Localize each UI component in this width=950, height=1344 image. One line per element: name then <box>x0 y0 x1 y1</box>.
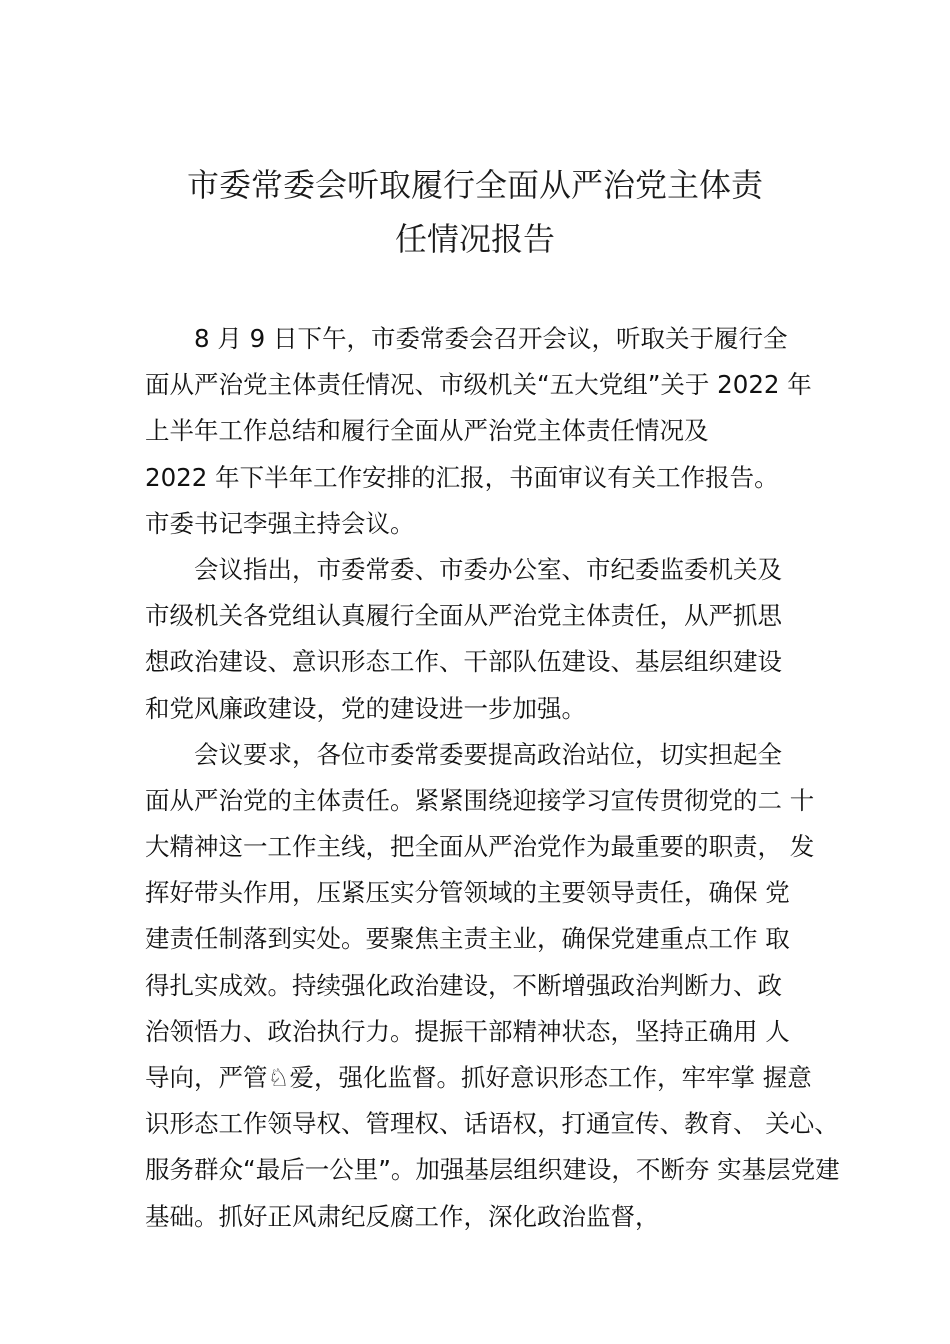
paragraph-line: 会议要求，各位市委常委要提高政治站位，切实担起全 <box>194 739 782 769</box>
paragraph-line: 想政治建设、意识形态工作、干部队伍建设、基层组织建设 <box>145 647 782 677</box>
paragraph-line: 建责任制落到实处。要聚焦主责主业，确保党建重点工作 取 <box>145 924 790 954</box>
paragraph-line: 挥好带头作用，压紧压实分管领域的主要领导责任，确保 党 <box>145 878 790 908</box>
paragraph-line: 得扎实成效。持续强化政治建设，不断增强政治判断力、政 <box>145 970 782 1000</box>
paragraph-line: 面从严治党的主体责任。紧紧围绕迎接学习宣传贯彻党的二 十 <box>145 785 815 815</box>
paragraph-3 <box>145 732 840 1240</box>
paragraph-line: 市委书记李强主持会议。 <box>145 508 415 538</box>
paragraph-1 <box>145 316 835 547</box>
document-body <box>145 316 840 1240</box>
document-title <box>130 158 820 266</box>
paragraph-line: 市级机关各党组认真履行全面从严治党主体责任，从严抓思 <box>145 601 782 631</box>
paragraph-line: 治领悟力、政治执行力。提振干部精神状态，坚持正确用 人 <box>145 1016 790 1046</box>
title-line-2: 任情况报告 <box>394 220 555 258</box>
paragraph-line: 2022 年下半年工作安排的汇报，书面审议有关工作报告。 <box>145 462 779 492</box>
paragraph-line: 面从严治党主体责任情况、市级机关“五大党组”关于 2022 年 <box>145 370 812 400</box>
paragraph-line: 上半年工作总结和履行全面从严治党主体责任情况及 <box>145 416 709 446</box>
paragraph-line: 会议指出，市委常委、市委办公室、市纪委监委机关及 <box>194 554 782 584</box>
paragraph-line: 8 月 9 日下午，市委常委会召开会议，听取关于履行全 <box>194 324 788 353</box>
paragraph-2 <box>145 547 835 732</box>
paragraph-line: 大精神这一工作主线，把全面从严治党作为最重要的职责， 发 <box>145 832 815 862</box>
paragraph-line: 识形态工作领导权、管理权、话语权，打通宣传、教育、 关心、 <box>145 1109 839 1139</box>
paragraph-line: 和党风廉政建设，党的建设进一步加强。 <box>145 693 586 723</box>
paragraph-line: 导向，严管♘爱，强化监督。抓好意识形态工作，牢牢掌 握意 <box>145 1063 812 1092</box>
paragraph-line: 服务群众“最后一公里”。加强基层组织建设，不断夯 实基层党建 <box>145 1155 840 1185</box>
paragraph-line: 基础。抓好正风肃纪反腐工作，深化政治监督， <box>145 1201 660 1231</box>
title-line-1: 市委常委会听取履行全面从严治党主体责 <box>186 166 763 204</box>
